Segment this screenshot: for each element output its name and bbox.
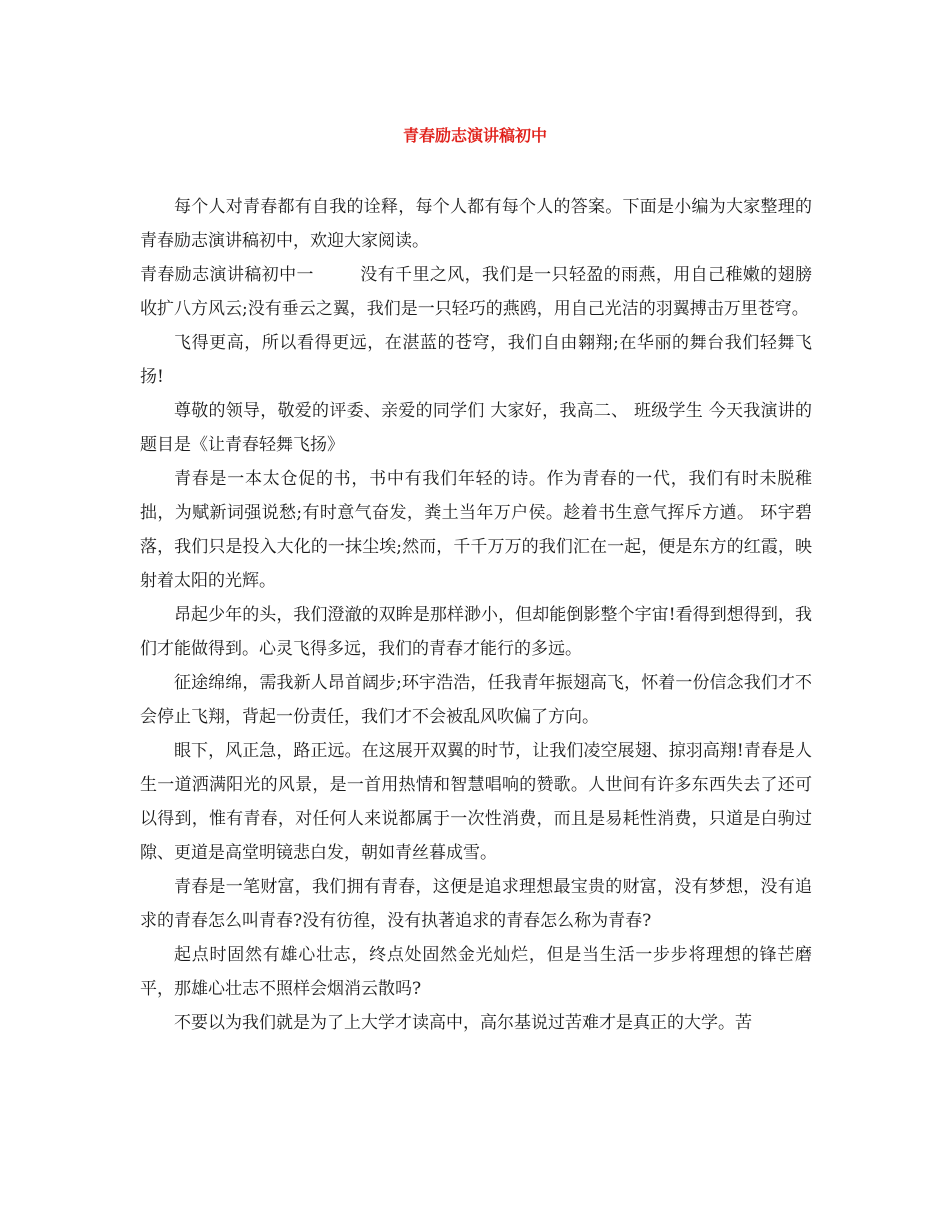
paragraph: 青春是一笔财富，我们拥有青春，这便是追求理想最宝贵的财富，没有梦想，没有追求的青春怎么叫青春?没有彷徨，没有执著追求的青春怎么称为青春? bbox=[140, 877, 812, 931]
document-title: 青春励志演讲稿初中 bbox=[402, 126, 547, 145]
paragraph: 飞得更高，所以看得更远，在湛蓝的苍穹，我们自由翱翔;在华丽的舞台我们轻舞飞扬! bbox=[140, 333, 812, 387]
section-first-text: 没有千里之风，我们是一只轻盈的雨燕，用自己稚嫩的翅膀收扩八方风云;没有垂云之翼，我们是一只轻巧的燕鸥，用自己光洁的羽翼搏击万里苍穹。 bbox=[140, 265, 813, 319]
paragraph: 征途绵绵，需我新人昂首阔步;环宇浩浩，任我青年振翅高飞，怀着一份信念我们才不会停止飞翔，背起一份责任，我们才不会被乱风吹偏了方向。 bbox=[140, 673, 812, 727]
document-body bbox=[140, 190, 812, 1040]
section-paragraph bbox=[140, 258, 812, 326]
section-heading: 青春励志演讲稿初中一 bbox=[140, 265, 314, 285]
paragraph: 昂起少年的头，我们澄澈的双眸是那样渺小，但却能倒影整个宇宙!看得到想得到，我们才能做得到。心灵飞得多远，我们的青春才能行的多远。 bbox=[140, 605, 812, 659]
paragraph: 起点时固然有雄心壮志，终点处固然金光灿烂，但是当生活一步步将理想的锋芒磨平，那雄心壮志不照样会烟消云散吗? bbox=[140, 945, 812, 999]
paragraph: 青春是一本太仓促的书，书中有我们年轻的诗。作为青春的一代，我们有时未脱稚拙，为赋新词强说愁;有时意气奋发，粪土当年万户侯。趁着书生意气挥斥方遒。 环宇碧落，我们只是投入大化的一抹尘埃;然而，千千万万的我们汇在一起，便是东方的红霞，映射着太阳的光辉。 bbox=[140, 469, 812, 591]
intro-paragraph: 每个人对青春都有自我的诠释，每个人都有每个人的答案。下面是小编为大家整理的青春励志演讲稿初中，欢迎大家阅读。 bbox=[140, 197, 812, 251]
paragraph: 尊敬的领导，敬爱的评委、亲爱的同学们 大家好，我高二、 班级学生 今天我演讲的题目是《让青春轻舞飞扬》 bbox=[140, 401, 812, 455]
paragraph: 眼下，风正急，路正远。在这展开双翼的时节，让我们凌空展翅、掠羽高翔!青春是人生一道洒满阳光的风景，是一首用热情和智慧唱响的赞歌。人世间有许多东西失去了还可以得到，惟有青春，对任何人来说都属于一次性消费，而且是易耗性消费，只道是白驹过隙、更道是高堂明镜悲白发，朝如青丝暮成雪。 bbox=[140, 741, 812, 863]
paragraph: 不要以为我们就是为了上大学才读高中，高尔基说过苦难才是真正的大学。苦 bbox=[174, 1013, 752, 1033]
